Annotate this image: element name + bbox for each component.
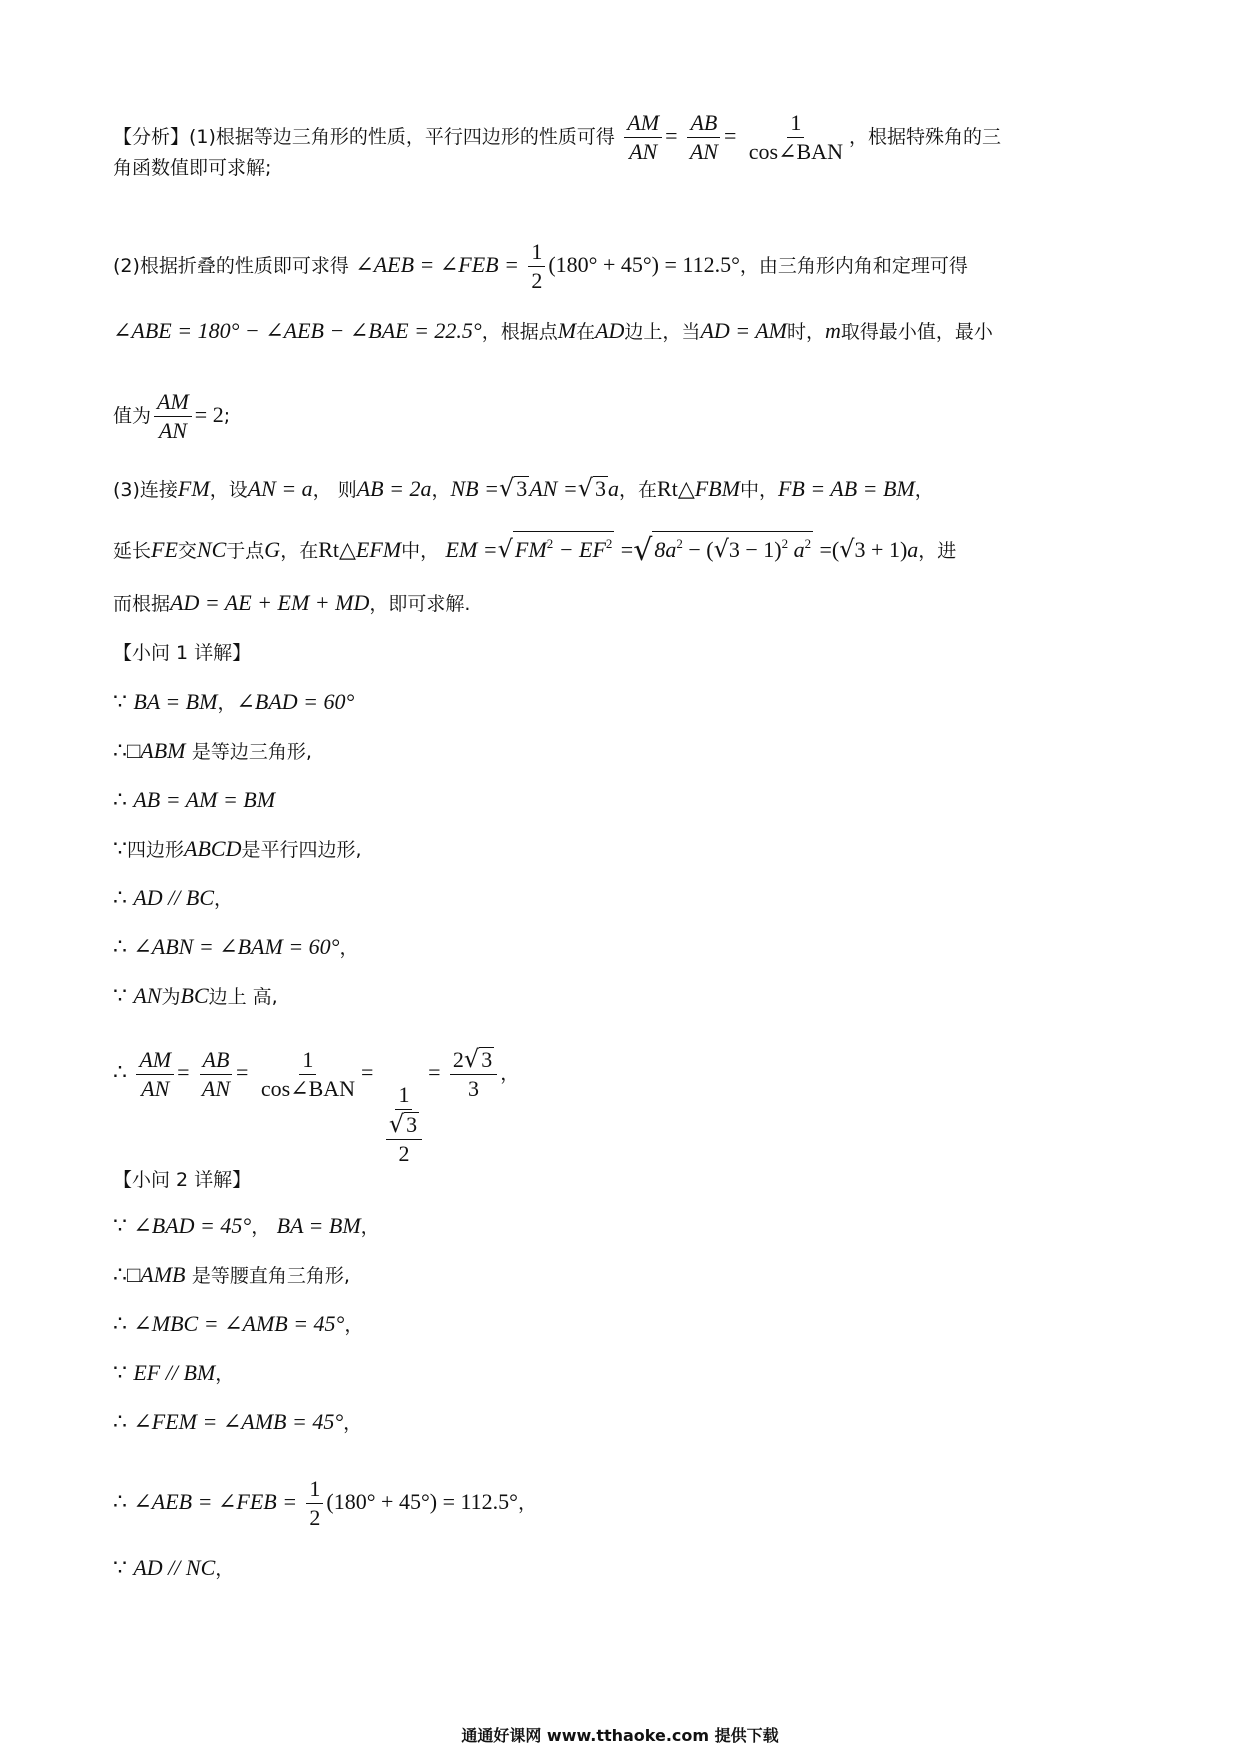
part1-line-2: ∴□ABM 是等边三角形, [113, 738, 312, 763]
analysis-line-6: (3)连接FM，设AN = a， 则AB = 2a，NB =√3AN =√3a，在Rt△FBM中，FB = AB = BM， [113, 474, 934, 502]
part2-line-4: ∵ EF // BM， [113, 1360, 235, 1385]
part1-line-5: ∴ AD // BC， [113, 885, 234, 910]
part2-heading: 【小问 2 详解】 [113, 1169, 252, 1191]
analysis-line-2: 角函数值即可求解; [113, 157, 272, 179]
part2-line-3: ∴ ∠MBC = ∠AMB = 45°， [113, 1311, 364, 1336]
part1-line-1: ∵ BA = BM，∠BAD = 60° [113, 689, 355, 714]
part1-line-4: ∵四边形ABCD是平行四边形, [113, 836, 362, 861]
page-footer: 通通好课网 www.tthaoke.com 提供下载 [461, 1726, 779, 1745]
part2-line-7: ∵ AD // NC， [113, 1555, 235, 1580]
analysis-line-3: (2)根据折叠的性质即可求得 ∠AEB = ∠FEB = $\frac{1}{2}$ (180° + 45°) = 112.5°，由三角形内角和定理可得 [113, 239, 968, 293]
part2-line-6: ∴ ∠AEB = ∠FEB = $\frac{1}{2}$ (180° + 45°) = 112.5°， [113, 1476, 537, 1530]
part2-line-1: ∵ ∠BAD = 45°， BA = BM， [113, 1213, 380, 1238]
part1-line-7: ∵ AN为BC边上 高, [113, 983, 278, 1008]
fraction-ab-an: $\frac{AB}{AN}$ [687, 109, 721, 166]
part1-line-3: ∴ AB = AM = BM [113, 787, 276, 812]
analysis-line-1: 【分析】(1)根据等边三角形的性质，平行四边形的性质可得 $\frac{AM}{AN}$ = $\frac{AB}{AN}$ = $\frac{1}{\text{cos∠BAN}}$ ，根据特殊角的三 [113, 110, 1001, 164]
analysis-line-7: 延长FE交NC于点G，在Rt△EFM中， EM $=√FM^2 - EF^2 =√8a^2 - (√3 - 1)^2$ $a^2 =(√3 + 1)a$，进 [113, 533, 957, 568]
fraction-1-cos: $\frac{1}{\text{cos∠BAN}}$ [748, 110, 843, 164]
part1-heading: 【小问 1 详解】 [113, 642, 252, 664]
part1-line-6: ∴ ∠ABN = ∠BAM = 60°， [113, 934, 359, 959]
analysis-line-8: 而根据AD = AE + EM + MD，即可求解. [113, 590, 471, 615]
analysis-line-4: ∠ABE = 180° − ∠AEB − ∠BAE = 22.5°，根据点M在AD边上，当AD = AM时，m取得最小值，最小 [113, 318, 993, 343]
fraction-am-an: $\frac{AM}{AN}$ [624, 109, 662, 166]
part2-line-2: ∴□AMB 是等腰直角三角形, [113, 1262, 350, 1287]
part1-line-8: ∴ $\frac{AM}{AN}$ = $\frac{AB}{AN}$ = $\frac{1}{\text{cos∠BAN}}$ = $\frac{1}{\frac{√3}{2}}$ = $\frac{2√3}{3}$ ， [113, 1045, 520, 1166]
part2-line-5: ∴ ∠FEM = ∠AMB = 45°， [113, 1409, 363, 1434]
analysis-line-5: 值为 $\frac{AM}{AN}$ = 2; [113, 389, 231, 443]
